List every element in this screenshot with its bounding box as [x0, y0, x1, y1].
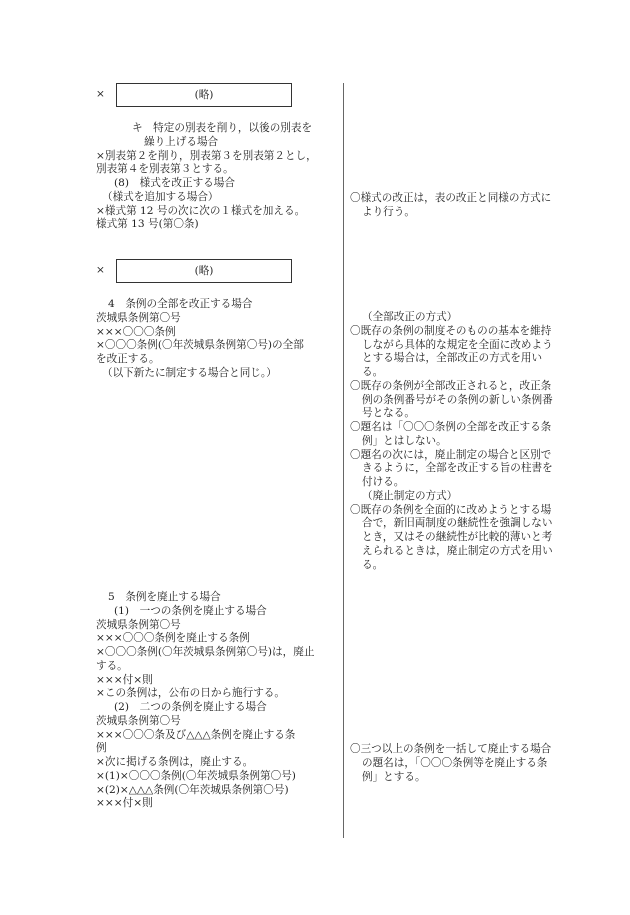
- subsection-2-heading: (2) 二つの条例を廃止する場合: [114, 701, 267, 714]
- section-5-line: ×××〇〇〇条例を廃止する条例: [96, 632, 250, 645]
- section-5-line: ×××付×則: [96, 797, 153, 810]
- section-4: [96, 298, 342, 381]
- section-4-line: ×××〇〇〇条例: [96, 325, 176, 338]
- note-item: 〇既存の条例が全部改正されると，改正条例の条例番号がその条例の新しい条例番号となる。: [350, 379, 553, 420]
- section-4-heading: 4 条例の全部を改正する場合: [108, 298, 253, 310]
- full-revision-notes: [350, 311, 560, 573]
- note-item: 〇題名は「〇〇〇条例の全部を改正する条例」とはしない。: [350, 421, 552, 447]
- subsection-1-heading: (1) 一つの条例を廃止する場合: [114, 604, 267, 617]
- section-4-line: ×〇〇〇条例(〇年茨城県条例第〇号)の全部: [96, 339, 304, 352]
- note-item: 〇既存の条例を全面的に改めようとする場合で，新旧両制度の継続性を強調しないとき，又はその継続性が比較的薄いと考えられるときは，廃止制定の方式を用いる。: [350, 503, 553, 571]
- style-form-line: 様式第 13 号(第〇条): [96, 218, 199, 231]
- omit-mark: ×: [96, 264, 105, 276]
- section-5-line: 例: [96, 742, 107, 755]
- section-5-line: ×××〇〇〇条及び△△△条例を廃止する条: [96, 728, 296, 741]
- section-5-line: ×(1)×〇〇〇条例(〇年茨城県条例第〇号): [96, 769, 296, 782]
- style-add-note: （様式を追加する場合）: [102, 190, 219, 203]
- column-divider: [343, 83, 344, 838]
- section-5: [96, 591, 342, 811]
- section-5-line: 茨城県条例第〇号: [96, 618, 181, 631]
- section-5-line: する。: [96, 659, 128, 672]
- ki-body-line1: ×別表第２を削り，別表第３を別表第２とし，: [96, 149, 317, 162]
- note-item: 〇既存の条例の制度そのものの基本を維持しながら具体的な規定を全面に改めようとする場合は，全部改正の方式を用いる。: [350, 324, 553, 379]
- full-revision-heading: （全部改正の方式）: [362, 311, 458, 323]
- note-style: 〇様式の改正は，表の改正と同様の方式により行う。: [350, 192, 552, 218]
- section-ki: [96, 122, 342, 232]
- omit-mark: ×: [96, 88, 105, 100]
- section-4-line: 茨城県条例第〇号: [96, 311, 181, 324]
- section-4-line: を改正する。: [96, 353, 160, 366]
- note-style-block: [350, 192, 560, 220]
- note-item: 〇三つ以上の条例を一括して廃止する場合の題名は，「〇〇〇条例等を廃止する条例」とする。: [350, 743, 552, 783]
- ki-body-line2: 別表第４を別表第３とする。: [96, 163, 234, 176]
- bulk-abolish-note-block: [350, 743, 560, 784]
- section-5-line: ×××付×則: [96, 673, 153, 686]
- style-add-line: ×様式第 12 号の次に次の１様式を加える。: [96, 204, 306, 217]
- section-5-line: 茨城県条例第〇号: [96, 714, 181, 727]
- ki-heading-line2: 繰り上げる場合: [144, 135, 219, 148]
- section-5-line: ×この条例は，公布の日から施行する。: [96, 687, 285, 700]
- abolish-enact-heading: （廃止制定の方式）: [362, 489, 458, 502]
- section-5-heading: 5 条例を廃止する場合: [108, 591, 221, 603]
- section-5-line: ×(2)×△△△条例(〇年茨城県条例第〇号): [96, 783, 289, 796]
- ki-heading-line1: キ 特定の別表を削り，以後の別表を: [132, 122, 313, 134]
- section-4-line: （以下新たに制定する場合と同じ。）: [102, 366, 277, 379]
- omitted-box: (略): [116, 83, 292, 107]
- section-5-line: ×次に掲げる条例は，廃止する。: [96, 756, 254, 769]
- section-5-line: ×〇〇〇条例(〇年茨城県条例第〇号)は，廃止: [96, 646, 315, 659]
- note-item: 〇題名の次には，廃止制定の場合と区別できるように，全部を改正する旨の柱書を付ける。: [350, 448, 553, 489]
- style-revision-heading: (8) 様式を改正する場合: [114, 177, 235, 190]
- omitted-box: (略): [116, 259, 292, 283]
